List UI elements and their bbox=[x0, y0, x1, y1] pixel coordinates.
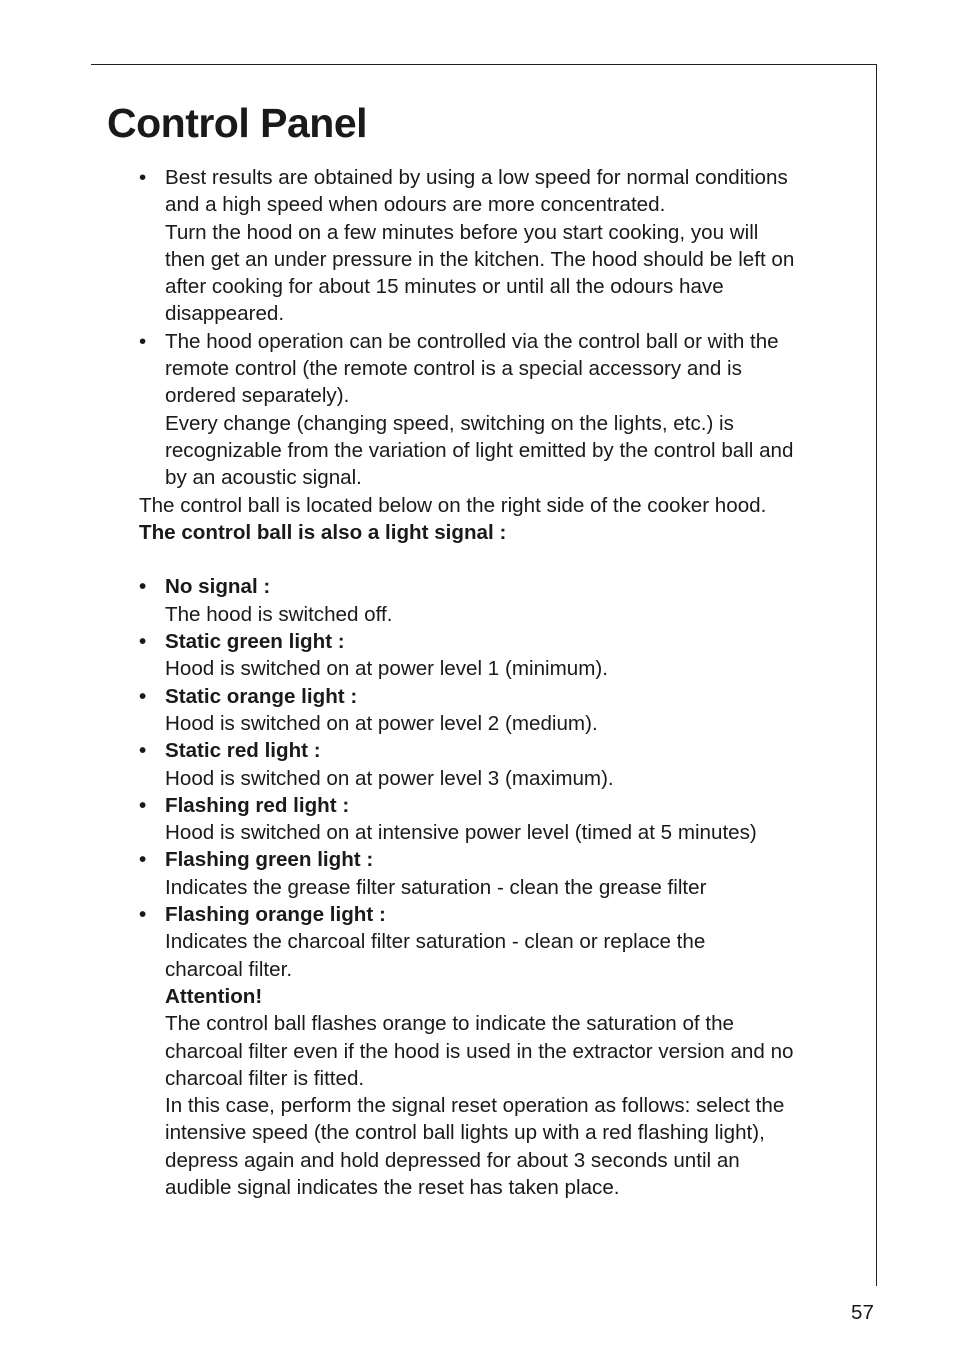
signal-description: Indicates the charcoal filter saturation - clean or replace the bbox=[165, 930, 706, 954]
attention-text: depress again and hold depressed for about 3 seconds until an bbox=[165, 1148, 740, 1172]
signal-description: Hood is switched on at intensive power level (timed at 5 minutes) bbox=[165, 821, 757, 845]
bullet-icon: • bbox=[139, 630, 147, 654]
text-line: Best results are obtained by using a low speed for normal conditions bbox=[165, 166, 788, 189]
signal-description: Hood is switched on at power level 1 (minimum). bbox=[165, 657, 608, 681]
text-line: remote control (the remote control is a special accessory and is bbox=[165, 357, 742, 381]
signal-description: Hood is switched on at power level 2 (medium). bbox=[165, 711, 598, 735]
text-line: The hood operation can be controlled via the control ball or with the bbox=[165, 329, 779, 353]
attention-text: charcoal filter is fitted. bbox=[165, 1066, 365, 1090]
bullet-icon: • bbox=[139, 166, 147, 189]
text-line: recognizable from the variation of light emitted by the control ball and bbox=[165, 438, 794, 462]
signal-label: Static red light : bbox=[165, 739, 321, 763]
page-content bbox=[139, 164, 851, 1201]
signal-description: charcoal filter. bbox=[165, 957, 293, 981]
text-line: Turn the hood on a few minutes before you start cooking, you will bbox=[165, 220, 759, 244]
signal-label: No signal : bbox=[165, 575, 271, 599]
attention-text: charcoal filter even if the hood is used in the extractor version and no bbox=[165, 1039, 794, 1063]
signal-item-static-orange bbox=[139, 683, 851, 738]
top-rule bbox=[91, 64, 877, 65]
text-line: disappeared. bbox=[165, 302, 285, 326]
page-title: Control Panel bbox=[107, 100, 368, 146]
signal-label: Static green light : bbox=[165, 630, 345, 654]
text-line: by an acoustic signal. bbox=[165, 466, 362, 490]
text-line: ordered separately). bbox=[165, 384, 350, 408]
signal-label: Flashing green light : bbox=[165, 848, 374, 872]
attention-label: Attention! bbox=[165, 984, 263, 1008]
signal-item-static-green bbox=[139, 628, 851, 683]
signal-item-none bbox=[139, 573, 851, 628]
bullet-icon: • bbox=[139, 903, 147, 927]
right-rule bbox=[876, 64, 877, 1286]
signal-heading: The control ball is also a light signal : bbox=[139, 520, 507, 544]
signal-label: Flashing red light : bbox=[165, 793, 350, 817]
signal-item-flashing-orange bbox=[139, 901, 851, 1201]
page-number: 57 bbox=[851, 1301, 874, 1324]
text-line: then get an under pressure in the kitchen. The hood should be left on bbox=[165, 247, 795, 271]
text-line: after cooking for about 15 minutes or until all the odours have bbox=[165, 275, 724, 299]
signal-description: Indicates the grease filter saturation - clean the grease filter bbox=[165, 875, 707, 899]
bullet-icon: • bbox=[139, 848, 147, 872]
text-line: Every change (changing speed, switching on the lights, etc.) is bbox=[165, 411, 734, 435]
signal-description: The hood is switched off. bbox=[165, 602, 393, 626]
bullet-icon: • bbox=[139, 575, 147, 599]
signal-description: Hood is switched on at power level 3 (maximum). bbox=[165, 766, 614, 790]
attention-text: The control ball flashes orange to indicate the saturation of the bbox=[165, 1012, 734, 1036]
intro-item-operation bbox=[139, 328, 851, 492]
signal-list bbox=[139, 573, 851, 1201]
location-text: The control ball is located below on the right side of the cooker hood. bbox=[139, 493, 767, 517]
signal-item-static-red bbox=[139, 737, 851, 792]
attention-text: In this case, perform the signal reset operation as follows: select the bbox=[165, 1094, 785, 1118]
bullet-icon: • bbox=[139, 793, 147, 817]
signal-label: Flashing orange light : bbox=[165, 903, 386, 927]
signal-item-flashing-green bbox=[139, 846, 851, 901]
intro-item-speed bbox=[139, 164, 851, 328]
text-line: and a high speed when odours are more concentrated. bbox=[165, 193, 666, 217]
bullet-icon: • bbox=[139, 684, 147, 708]
bullet-icon: • bbox=[139, 329, 147, 353]
bullet-icon: • bbox=[139, 739, 147, 763]
intro-list bbox=[139, 164, 851, 492]
attention-text: audible signal indicates the reset has taken place. bbox=[165, 1175, 620, 1199]
attention-text: intensive speed (the control ball lights up with a red flashing light), bbox=[165, 1121, 765, 1145]
signal-item-flashing-red bbox=[139, 792, 851, 847]
signal-label: Static orange light : bbox=[165, 684, 358, 708]
